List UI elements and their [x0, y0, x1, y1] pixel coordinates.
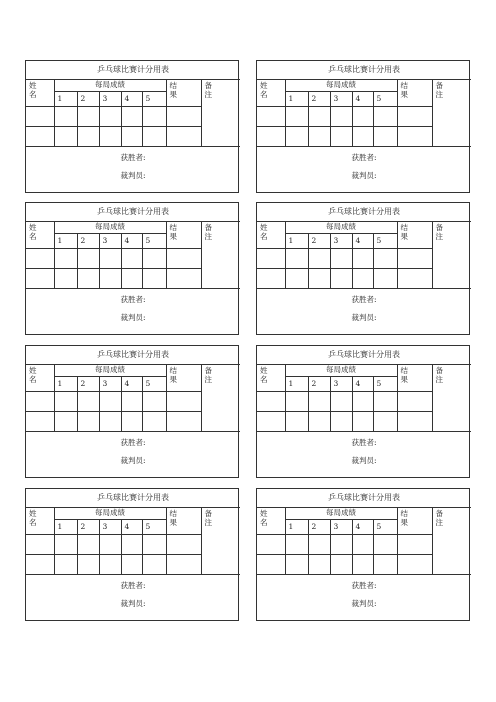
player-2-game-2-cell[interactable]: [77, 269, 99, 289]
winner-label: 获胜者:: [351, 438, 377, 447]
player-1-game-2-cell[interactable]: [308, 107, 330, 127]
referee-label: 裁判员:: [351, 598, 377, 608]
player-2-game-2-cell[interactable]: [77, 555, 99, 575]
player-2-game-5-cell[interactable]: [373, 412, 397, 432]
player-2-game-5-cell[interactable]: [373, 555, 397, 575]
signature-area: [26, 147, 240, 196]
player-1-game-4-cell[interactable]: [121, 392, 142, 412]
remark-char-1: 备: [435, 81, 443, 90]
player-2-name-cell[interactable]: [26, 269, 54, 289]
referee-label: 裁判员:: [120, 455, 146, 465]
scoresheet-card: [25, 345, 239, 478]
player-2-game-5-cell[interactable]: [142, 412, 166, 432]
score-table: [257, 61, 471, 195]
player-2-result-cell[interactable]: [166, 555, 201, 575]
remark-char-2: 注: [204, 89, 212, 99]
game-number-3: 3: [99, 520, 121, 535]
game-number-1: 1: [285, 234, 308, 249]
game-number-4: 4: [121, 92, 142, 107]
scoresheet-card: [256, 488, 470, 621]
player-1-game-1-cell[interactable]: [285, 107, 308, 127]
player-1-result-cell[interactable]: [397, 107, 432, 127]
game-scores-header: 每局成绩: [285, 365, 397, 377]
player-1-game-2-cell[interactable]: [77, 249, 99, 269]
result-header: [397, 80, 432, 107]
player-1-game-2-cell[interactable]: [77, 392, 99, 412]
player-2-game-3-cell[interactable]: [99, 269, 121, 289]
name-char-1: 姓: [260, 366, 268, 375]
player-1-game-4-cell[interactable]: [352, 535, 373, 555]
result-header: [397, 222, 432, 249]
signature-area: [26, 432, 240, 481]
player-2-result-cell[interactable]: [397, 412, 432, 432]
name-header: [257, 222, 285, 249]
name-char-1: 姓: [29, 366, 37, 375]
sheet-title: 乒乓球比赛计分用表: [257, 203, 471, 222]
result-header: [166, 365, 201, 392]
player-2-game-1-cell[interactable]: [54, 555, 77, 575]
player-1-game-1-cell[interactable]: [54, 535, 77, 555]
signature-area: [26, 575, 240, 624]
name-char-1: 姓: [260, 509, 268, 518]
player-1-game-2-cell[interactable]: [308, 535, 330, 555]
result-char-1: 结: [169, 366, 177, 375]
result-char-2: 果: [400, 517, 408, 527]
player-1-game-2-cell[interactable]: [308, 392, 330, 412]
player-1-game-2-cell[interactable]: [308, 249, 330, 269]
player-1-result-cell[interactable]: [166, 392, 201, 412]
player-2-name-cell[interactable]: [257, 555, 285, 575]
player-1-game-5-cell[interactable]: [142, 392, 166, 412]
player-1-name-cell[interactable]: [257, 249, 285, 269]
player-2-game-3-cell[interactable]: [99, 412, 121, 432]
game-number-5: 5: [373, 234, 397, 249]
remarks-header: [201, 365, 240, 432]
player-1-game-5-cell[interactable]: [373, 392, 397, 412]
player-2-game-4-cell[interactable]: [352, 412, 373, 432]
score-table: [257, 346, 471, 480]
winner-label: 获胜者:: [120, 438, 146, 447]
player-2-game-4-cell[interactable]: [121, 269, 142, 289]
remark-char-1: 备: [435, 223, 443, 232]
result-char-2: 果: [400, 89, 408, 99]
remarks-header: [432, 508, 471, 575]
player-1-name-cell[interactable]: [257, 392, 285, 412]
player-1-game-1-cell[interactable]: [54, 107, 77, 127]
result-char-2: 果: [169, 374, 177, 384]
player-1-game-3-cell[interactable]: [99, 392, 121, 412]
game-number-5: 5: [142, 377, 166, 392]
player-2-game-4-cell[interactable]: [352, 127, 373, 147]
player-1-game-3-cell[interactable]: [99, 107, 121, 127]
player-2-name-cell[interactable]: [26, 555, 54, 575]
game-number-3: 3: [330, 234, 352, 249]
game-number-1: 1: [54, 520, 77, 535]
player-1-name-cell[interactable]: [26, 107, 54, 127]
player-2-game-1-cell[interactable]: [285, 269, 308, 289]
player-2-game-5-cell[interactable]: [373, 269, 397, 289]
scoresheet-card: [256, 60, 470, 193]
result-char-1: 结: [400, 223, 408, 232]
player-2-game-4-cell[interactable]: [352, 269, 373, 289]
result-char-2: 果: [400, 374, 408, 384]
result-char-1: 结: [400, 509, 408, 518]
signature-area: [257, 289, 471, 338]
remarks-header: [432, 365, 471, 432]
player-2-game-3-cell[interactable]: [99, 555, 121, 575]
player-1-result-cell[interactable]: [166, 249, 201, 269]
player-1-game-1-cell[interactable]: [54, 392, 77, 412]
signature-area: [257, 575, 471, 624]
player-1-game-5-cell[interactable]: [373, 107, 397, 127]
game-number-4: 4: [352, 234, 373, 249]
game-number-3: 3: [330, 377, 352, 392]
remark-char-1: 备: [204, 81, 212, 90]
score-table: [257, 203, 471, 337]
player-2-name-cell[interactable]: [257, 127, 285, 147]
game-number-4: 4: [352, 92, 373, 107]
referee-label: 裁判员:: [351, 170, 377, 180]
name-header: [257, 508, 285, 535]
player-1-result-cell[interactable]: [166, 107, 201, 127]
player-2-name-cell[interactable]: [26, 127, 54, 147]
remark-char-2: 注: [204, 517, 212, 527]
player-1-game-1-cell[interactable]: [285, 392, 308, 412]
remark-char-1: 备: [204, 366, 212, 375]
game-number-5: 5: [373, 377, 397, 392]
remarks-header: [201, 508, 240, 575]
game-number-4: 4: [352, 520, 373, 535]
player-2-game-4-cell[interactable]: [121, 127, 142, 147]
player-1-game-3-cell[interactable]: [330, 535, 352, 555]
game-scores-header: 每局成绩: [54, 365, 166, 377]
remark-char-2: 注: [435, 517, 443, 527]
remark-char-1: 备: [204, 223, 212, 232]
name-char-2: 名: [260, 89, 268, 99]
remark-char-2: 注: [435, 89, 443, 99]
result-char-2: 果: [169, 231, 177, 241]
result-char-1: 结: [169, 81, 177, 90]
game-number-2: 2: [77, 377, 99, 392]
winner-label: 获胜者:: [120, 581, 146, 590]
name-char-1: 姓: [260, 223, 268, 232]
sheet-title: 乒乓球比赛计分用表: [26, 203, 240, 222]
winner-label: 获胜者:: [351, 295, 377, 304]
player-2-game-4-cell[interactable]: [352, 555, 373, 575]
game-number-1: 1: [285, 520, 308, 535]
remark-char-1: 备: [435, 366, 443, 375]
player-1-game-1-cell[interactable]: [54, 249, 77, 269]
player-2-game-2-cell[interactable]: [77, 412, 99, 432]
result-char-1: 结: [400, 366, 408, 375]
player-1-game-3-cell[interactable]: [330, 107, 352, 127]
name-char-1: 姓: [29, 81, 37, 90]
player-1-game-5-cell[interactable]: [373, 535, 397, 555]
winner-label: 获胜者:: [120, 295, 146, 304]
player-1-game-4-cell[interactable]: [121, 535, 142, 555]
referee-label: 裁判员:: [351, 312, 377, 322]
player-2-game-2-cell[interactable]: [77, 127, 99, 147]
player-2-name-cell[interactable]: [26, 412, 54, 432]
player-1-game-5-cell[interactable]: [142, 535, 166, 555]
name-char-2: 名: [260, 517, 268, 527]
score-table: [26, 489, 240, 623]
result-header: [397, 508, 432, 535]
name-char-1: 姓: [29, 223, 37, 232]
player-2-game-1-cell[interactable]: [54, 127, 77, 147]
player-1-game-1-cell[interactable]: [285, 249, 308, 269]
result-char-1: 结: [400, 81, 408, 90]
referee-label: 裁判员:: [120, 598, 146, 608]
game-scores-header: 每局成绩: [54, 508, 166, 520]
sheet-title: 乒乓球比赛计分用表: [26, 346, 240, 365]
remark-char-2: 注: [204, 374, 212, 384]
name-char-2: 名: [29, 231, 37, 241]
remark-char-1: 备: [204, 509, 212, 518]
player-2-game-3-cell[interactable]: [99, 127, 121, 147]
player-2-game-3-cell[interactable]: [330, 127, 352, 147]
result-char-2: 果: [400, 231, 408, 241]
game-number-3: 3: [99, 377, 121, 392]
sheet-title: 乒乓球比赛计分用表: [26, 61, 240, 80]
scoresheet-card: [256, 345, 470, 478]
result-header: [166, 80, 201, 107]
player-2-game-1-cell[interactable]: [54, 412, 77, 432]
score-table: [257, 489, 471, 623]
result-header: [166, 222, 201, 249]
referee-label: 裁判员:: [120, 312, 146, 322]
name-char-1: 姓: [29, 509, 37, 518]
game-scores-header: 每局成绩: [54, 222, 166, 234]
game-number-2: 2: [308, 92, 330, 107]
player-2-game-3-cell[interactable]: [330, 412, 352, 432]
game-number-5: 5: [142, 92, 166, 107]
scoresheet-card: [25, 202, 239, 335]
player-2-game-2-cell[interactable]: [308, 555, 330, 575]
player-1-name-cell[interactable]: [26, 535, 54, 555]
name-char-2: 名: [29, 517, 37, 527]
player-1-result-cell[interactable]: [397, 249, 432, 269]
game-number-2: 2: [308, 377, 330, 392]
player-2-result-cell[interactable]: [166, 412, 201, 432]
game-scores-header: 每局成绩: [285, 80, 397, 92]
remark-char-2: 注: [435, 231, 443, 241]
name-header: [26, 365, 54, 392]
scoresheet-card: [25, 488, 239, 621]
game-number-1: 1: [285, 377, 308, 392]
player-1-game-4-cell[interactable]: [352, 107, 373, 127]
name-header: [257, 365, 285, 392]
remarks-header: [432, 80, 471, 147]
player-1-name-cell[interactable]: [257, 107, 285, 127]
remarks-header: [201, 222, 240, 289]
player-1-name-cell[interactable]: [26, 249, 54, 269]
player-1-result-cell[interactable]: [397, 535, 432, 555]
game-number-2: 2: [308, 520, 330, 535]
player-1-game-4-cell[interactable]: [352, 249, 373, 269]
player-2-game-1-cell[interactable]: [285, 555, 308, 575]
game-number-1: 1: [54, 234, 77, 249]
name-header: [257, 80, 285, 107]
signature-area: [257, 432, 471, 481]
name-header: [26, 222, 54, 249]
remarks-header: [432, 222, 471, 289]
sheet-title: 乒乓球比赛计分用表: [26, 489, 240, 508]
score-table: [26, 203, 240, 337]
game-number-1: 1: [285, 92, 308, 107]
remark-char-2: 注: [435, 374, 443, 384]
player-1-name-cell[interactable]: [26, 392, 54, 412]
game-number-2: 2: [308, 234, 330, 249]
name-char-2: 名: [29, 89, 37, 99]
player-1-game-5-cell[interactable]: [142, 107, 166, 127]
result-header: [397, 365, 432, 392]
player-2-game-3-cell[interactable]: [330, 555, 352, 575]
result-header: [166, 508, 201, 535]
game-scores-header: 每局成绩: [54, 80, 166, 92]
result-char-1: 结: [169, 509, 177, 518]
player-1-result-cell[interactable]: [397, 392, 432, 412]
player-2-game-1-cell[interactable]: [285, 127, 308, 147]
name-header: [26, 80, 54, 107]
scoresheet-card: [256, 202, 470, 335]
player-1-game-3-cell[interactable]: [99, 249, 121, 269]
score-table: [26, 346, 240, 480]
sheet-title: 乒乓球比赛计分用表: [257, 346, 471, 365]
player-2-result-cell[interactable]: [166, 127, 201, 147]
result-char-2: 果: [169, 517, 177, 527]
game-number-1: 1: [54, 377, 77, 392]
referee-label: 裁判员:: [351, 455, 377, 465]
game-number-4: 4: [121, 377, 142, 392]
player-2-result-cell[interactable]: [166, 269, 201, 289]
player-2-game-3-cell[interactable]: [330, 269, 352, 289]
player-2-game-2-cell[interactable]: [308, 269, 330, 289]
player-1-game-3-cell[interactable]: [330, 249, 352, 269]
player-1-game-4-cell[interactable]: [352, 392, 373, 412]
player-1-game-2-cell[interactable]: [77, 107, 99, 127]
player-2-game-1-cell[interactable]: [285, 412, 308, 432]
player-2-game-5-cell[interactable]: [142, 127, 166, 147]
remark-char-2: 注: [204, 231, 212, 241]
name-header: [26, 508, 54, 535]
player-2-name-cell[interactable]: [257, 412, 285, 432]
remark-char-1: 备: [435, 509, 443, 518]
player-1-name-cell[interactable]: [257, 535, 285, 555]
player-1-game-3-cell[interactable]: [330, 392, 352, 412]
player-2-game-2-cell[interactable]: [308, 412, 330, 432]
result-char-2: 果: [169, 89, 177, 99]
name-char-1: 姓: [260, 81, 268, 90]
game-number-4: 4: [121, 234, 142, 249]
player-2-result-cell[interactable]: [397, 127, 432, 147]
player-1-game-5-cell[interactable]: [142, 249, 166, 269]
game-number-5: 5: [373, 92, 397, 107]
name-char-2: 名: [260, 374, 268, 384]
game-number-2: 2: [77, 520, 99, 535]
game-number-5: 5: [142, 234, 166, 249]
player-1-game-2-cell[interactable]: [77, 535, 99, 555]
player-2-name-cell[interactable]: [257, 269, 285, 289]
game-number-3: 3: [99, 234, 121, 249]
winner-label: 获胜者:: [120, 153, 146, 162]
game-number-2: 2: [77, 92, 99, 107]
player-1-game-1-cell[interactable]: [285, 535, 308, 555]
player-1-result-cell[interactable]: [166, 535, 201, 555]
game-scores-header: 每局成绩: [285, 222, 397, 234]
sheet-title: 乒乓球比赛计分用表: [257, 61, 471, 80]
player-2-game-4-cell[interactable]: [121, 412, 142, 432]
score-table: [26, 61, 240, 195]
player-1-game-4-cell[interactable]: [121, 107, 142, 127]
player-2-game-2-cell[interactable]: [308, 127, 330, 147]
game-number-3: 3: [99, 92, 121, 107]
sheet-title: 乒乓球比赛计分用表: [257, 489, 471, 508]
name-char-2: 名: [29, 374, 37, 384]
player-1-game-3-cell[interactable]: [99, 535, 121, 555]
player-2-result-cell[interactable]: [397, 269, 432, 289]
player-1-game-5-cell[interactable]: [373, 249, 397, 269]
game-number-3: 3: [330, 520, 352, 535]
player-2-game-5-cell[interactable]: [142, 555, 166, 575]
player-2-game-1-cell[interactable]: [54, 269, 77, 289]
signature-area: [257, 147, 471, 196]
referee-label: 裁判员:: [120, 170, 146, 180]
game-number-4: 4: [121, 520, 142, 535]
player-2-game-5-cell[interactable]: [142, 269, 166, 289]
signature-area: [26, 289, 240, 338]
player-2-game-5-cell[interactable]: [373, 127, 397, 147]
game-number-2: 2: [77, 234, 99, 249]
game-number-5: 5: [373, 520, 397, 535]
result-char-1: 结: [169, 223, 177, 232]
game-scores-header: 每局成绩: [285, 508, 397, 520]
game-number-4: 4: [352, 377, 373, 392]
remarks-header: [201, 80, 240, 147]
player-2-result-cell[interactable]: [397, 555, 432, 575]
game-number-5: 5: [142, 520, 166, 535]
game-number-1: 1: [54, 92, 77, 107]
player-2-game-4-cell[interactable]: [121, 555, 142, 575]
name-char-2: 名: [260, 231, 268, 241]
player-1-game-4-cell[interactable]: [121, 249, 142, 269]
scoresheet-card: [25, 60, 239, 193]
winner-label: 获胜者:: [351, 581, 377, 590]
game-number-3: 3: [330, 92, 352, 107]
winner-label: 获胜者:: [351, 153, 377, 162]
